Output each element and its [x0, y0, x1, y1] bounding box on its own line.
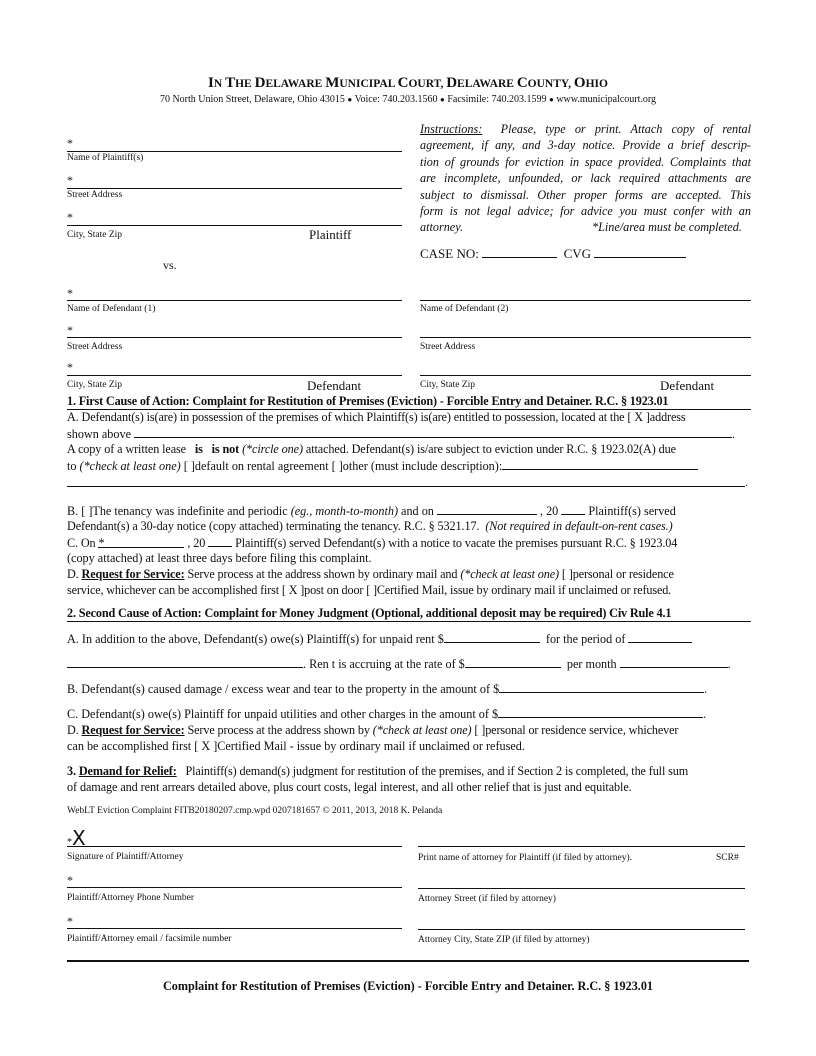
attorney-city-label: Attorney City, State ZIP (if filed by attorney) — [418, 935, 590, 945]
plaintiff-role: Plaintiff — [309, 227, 352, 242]
check-one-note: (*check at least one) — [460, 567, 559, 581]
section2-b-line — [67, 681, 751, 697]
scr-label: SCR# — [716, 853, 739, 863]
required-star: * — [67, 210, 73, 224]
section1-d-line1 — [67, 567, 751, 582]
defendant2-role: Defendant — [660, 378, 715, 393]
section1-a-line4 — [67, 458, 751, 474]
service-text: Serve process at the address shown by — [187, 723, 370, 737]
section1-b-line2 — [67, 519, 751, 534]
cvg-field[interactable] — [594, 246, 686, 258]
section3-num: 3. — [67, 764, 76, 778]
tenancy-checkbox[interactable]: B. [ ]The tenancy was indefinite and periodic — [67, 504, 288, 518]
bullet-icon: ● — [439, 95, 445, 104]
section1-b-line1 — [67, 503, 751, 519]
title-part: C — [397, 75, 409, 91]
section3-line2: of damage and rent arrears detailed above, plus court costs, legal interest, and all other relief that is just and equitable. — [67, 780, 632, 794]
footer-rule — [67, 960, 749, 962]
check-one-note: (*check at least one) — [79, 459, 181, 473]
attorney-street-label: Attorney Street (if filed by attorney) — [418, 894, 556, 904]
damage-amount-field[interactable] — [499, 681, 704, 693]
email-label: Plaintiff/Attorney email / facsimile number — [67, 934, 232, 944]
title-part: M — [325, 75, 340, 91]
instructions-line: form is not legal advice; for advice you must confer with an — [420, 204, 751, 219]
court-web: www.municipalcourt.org — [556, 94, 657, 105]
plaintiff-street-field[interactable] — [67, 188, 402, 189]
instructions-line: agreement, if any, and 3-day notice. Provide a brief descrip- — [420, 138, 751, 153]
section3-line1 — [67, 764, 751, 779]
defendant1-name-field[interactable] — [67, 300, 402, 301]
premises-address-field[interactable] — [134, 426, 732, 438]
per-month-text: per month — [566, 657, 617, 671]
section2-a-line2 — [67, 656, 751, 672]
period: . — [745, 475, 748, 489]
request-service-label: Request for Service: — [81, 723, 185, 737]
title-part: ELAWARE — [265, 78, 326, 90]
title-part: OUNTY, — [527, 78, 574, 90]
circle-one-note: (*circle one) — [242, 442, 303, 456]
plaintiff-name-field[interactable] — [67, 151, 402, 152]
section1-c-line1 — [67, 535, 751, 551]
rent-period-field[interactable] — [628, 631, 692, 643]
court-contact-line — [0, 94, 816, 105]
plaintiff-name-label: Name of Plaintiff(s) — [67, 153, 144, 163]
period: . — [727, 657, 731, 671]
unpaid-rent-text: A. In addition to the above, Defendant(s) owe(s) Plaintiff(s) for unpaid rent $ — [67, 632, 444, 646]
vacate-text: Plaintiff(s) served Defendant(s) with a notice to vacate the premises pursuant R.C. § 1923.04 — [235, 536, 678, 550]
title-part: ELAWARE — [457, 78, 517, 90]
to-text: to — [67, 459, 77, 473]
request-service-label: Request for Service: — [81, 567, 185, 581]
phone-label: Plaintiff/Attorney Phone Number — [67, 893, 195, 903]
description-line[interactable] — [67, 486, 745, 487]
other-description-field[interactable] — [502, 458, 698, 470]
vacate-date-field[interactable] — [98, 536, 184, 548]
not-required-note: (Not required in default-on-rent cases.) — [485, 519, 673, 533]
service-text: Serve process at the address shown by ordinary mail and — [187, 567, 458, 581]
instructions-line: Please, type or print. Attach copy of rental — [500, 122, 751, 136]
rent-rate-field[interactable] — [465, 656, 561, 668]
instructions-block — [420, 121, 751, 235]
rent-period-field-2[interactable] — [67, 656, 303, 668]
title-part: T — [225, 75, 236, 91]
period-of-text: for the period of — [545, 632, 626, 646]
signature-label: Signature of Plaintiff/Attorney — [67, 852, 184, 862]
section1-a-text: shown above — [67, 427, 131, 441]
check-one-note: (*check at least one) — [372, 723, 472, 737]
title-part: D — [446, 75, 458, 91]
required-star: * — [67, 360, 73, 374]
x-mark-icon: X — [72, 826, 86, 850]
utilities-text: C. Defendant(s) owe(s) Plaintiff for unpaid utilities and other charges in the amount of $ — [67, 707, 499, 721]
defendant2-street-field[interactable] — [420, 337, 751, 338]
title-part: C — [516, 75, 528, 91]
section2-c-line — [67, 706, 751, 722]
case-number-row — [420, 246, 686, 262]
required-star: * — [67, 914, 73, 928]
defendant2-city-label: City, State Zip — [420, 380, 476, 390]
attorney-city-field[interactable] — [418, 929, 745, 930]
lease-text-post: attached. Defendant(s) is/are subject to eviction under R.C. § 1923.02(A) due — [305, 442, 676, 456]
attorney-street-field[interactable] — [418, 888, 745, 889]
section1-heading: 1. First Cause of Action: Complaint for Restitution of Premises (Eviction) - Forcible Entry and Detainer. R.C. § 1923.01 — [67, 394, 669, 408]
section2-d-line2[interactable]: can be accomplished first [ X ]Certified Mail - issue by ordinary mail if unclaimed or refused. — [67, 739, 525, 753]
required-star: * — [67, 323, 73, 337]
section1-a-line1: A. Defendant(s) is(are) in possession of the premises of which Plaintiff(s) is(are) entitled to possession, located at the [ X ]address — [67, 410, 686, 424]
defendant1-city-label: City, State Zip — [67, 380, 123, 390]
defendant2-name-field[interactable] — [420, 300, 751, 301]
title-part: D — [254, 75, 266, 91]
rent-accruing-text: . Ren t is accruing at the rate of $ — [303, 657, 465, 671]
defendant1-name-label: Name of Defendant (1) — [67, 304, 156, 314]
bottom-title: Complaint for Restitution of Premises (Eviction) - Forcible Entry and Detainer. R.C. § 1923.01 — [162, 979, 654, 993]
section2-heading: 2. Second Cause of Action: Complaint for Money Judgment (Optional, additional deposit may be required) Civ Rule 4.1 — [67, 606, 672, 620]
court-title — [0, 74, 816, 92]
required-note: *Line/area must be completed. — [592, 220, 742, 235]
required-star: * — [67, 173, 73, 187]
lease-is-not-option[interactable]: is not — [211, 442, 240, 456]
d-text: D. — [67, 723, 79, 737]
email-field[interactable] — [67, 928, 402, 929]
demand-text: Plaintiff(s) demand(s) judgment for restitution of the premises, and if Section 2 is completed, the full sum — [185, 764, 689, 778]
section1-c-line2: (copy attached) at least three days before filing this complaint. — [67, 551, 372, 565]
unpaid-rent-field[interactable] — [444, 631, 540, 643]
lease-is-option[interactable]: is — [194, 442, 203, 456]
section2-a-line1 — [67, 631, 751, 647]
required-star: * — [67, 837, 72, 848]
plaintiff-city-label: City, State Zip — [67, 230, 123, 240]
plaintiff-city-field[interactable] — [67, 225, 402, 226]
served-text: Plaintiff(s) served — [588, 504, 676, 518]
and-on-text: and on — [401, 504, 434, 518]
section2-d-line1 — [67, 723, 751, 738]
attorney-name-label: Print name of attorney for Plaintiff (if filed by attorney). — [418, 853, 633, 863]
damage-text: B. Defendant(s) caused damage / excess wear and tear to the property in the amount of $ — [67, 682, 500, 696]
case-no-field[interactable] — [482, 246, 557, 258]
year-prefix: , 20 — [539, 504, 559, 518]
section1-a-line2 — [67, 426, 751, 442]
instructions-line: tion of grounds for eviction in space provided. Complaints that — [420, 154, 751, 169]
notice-year-field[interactable] — [561, 503, 585, 515]
personal-service-checkbox[interactable]: [ ]personal or residence — [561, 567, 674, 581]
section1-a-line3 — [67, 442, 751, 457]
defendant2-street-label: Street Address — [420, 342, 476, 352]
instructions-line: subject to dismissal. Other proper forms are accepted. This — [420, 187, 751, 202]
section1-d-line2[interactable]: service, whichever can be accomplished first [ X ]post on door [ ]Certified Mail, issue by ordinary mail if unclaimed or refused. — [67, 583, 672, 597]
title-part: N — [213, 78, 226, 90]
signature-field[interactable] — [67, 846, 402, 847]
title-part: UNICIPAL — [339, 78, 398, 90]
court-voice: Voice: 740.203.1560 — [354, 94, 438, 105]
grounds-options[interactable]: [ ]default on rental agreement [ ]other (must include description): — [183, 459, 503, 473]
plaintiff-street-label: Street Address — [67, 190, 123, 200]
required-star: * — [98, 536, 105, 550]
case-no-label: CASE NO: — [420, 246, 479, 261]
lease-text: A copy of a written lease — [67, 442, 186, 456]
required-star: * — [67, 873, 73, 887]
attorney-name-field[interactable] — [418, 846, 745, 847]
notice-date-field[interactable] — [437, 503, 537, 515]
title-part: HE — [235, 78, 255, 90]
required-star: * — [67, 136, 73, 150]
title-part: HIO — [585, 78, 608, 90]
phone-field[interactable] — [67, 887, 402, 888]
court-address: 70 North Union Street, Delaware, Ohio 43015 — [159, 94, 345, 105]
on-text: C. On — [67, 536, 96, 550]
cvg-label: CVG — [563, 246, 592, 261]
d-text: D. — [67, 567, 79, 581]
year-prefix: , 20 — [187, 536, 206, 550]
defendant1-street-field[interactable] — [67, 337, 402, 338]
defendant1-role: Defendant — [307, 378, 362, 393]
title-part: I — [208, 75, 214, 91]
bullet-icon: ● — [347, 95, 353, 104]
section2-rule — [67, 621, 751, 622]
title-part: O — [573, 75, 586, 91]
period: . — [703, 707, 707, 721]
personal-service-checkbox[interactable]: [ ]personal or residence service, whichever — [474, 723, 679, 737]
required-star: * — [67, 286, 73, 300]
title-part: OURT, — [408, 78, 447, 90]
per-month-field[interactable] — [620, 656, 728, 668]
defendant1-street-label: Street Address — [67, 342, 123, 352]
vacate-year-field[interactable] — [208, 535, 232, 547]
defendant2-name-label: Name of Defendant (2) — [420, 304, 509, 314]
period: . — [704, 682, 708, 696]
instructions-line: are incomplete, unfounded, or lack required attachments are — [420, 171, 751, 186]
demand-relief-label: Demand for Relief: — [78, 764, 177, 778]
thirty-day-text: Defendant(s) a 30-day notice (copy attached) terminating the tenancy. R.C. § 5321.17. — [67, 519, 480, 533]
defendant2-city-field[interactable] — [420, 375, 751, 376]
versus-label: vs. — [163, 258, 177, 272]
court-fax: Facsimile: 740.203.1599 — [447, 94, 547, 105]
utilities-amount-field[interactable] — [498, 706, 703, 718]
instructions-line: attorney. — [420, 220, 463, 235]
eg-note: (eg., month-to-month) — [290, 504, 398, 518]
defendant1-city-field[interactable] — [67, 375, 402, 376]
form-id: WebLT Eviction Complaint FITB20180207.cmp.wpd 0207181657 © 2011, 2013, 2018 K. Pelanda — [67, 806, 443, 816]
period: . — [732, 427, 736, 441]
bullet-icon: ● — [548, 95, 554, 104]
instructions-label: Instructions: — [420, 122, 483, 136]
